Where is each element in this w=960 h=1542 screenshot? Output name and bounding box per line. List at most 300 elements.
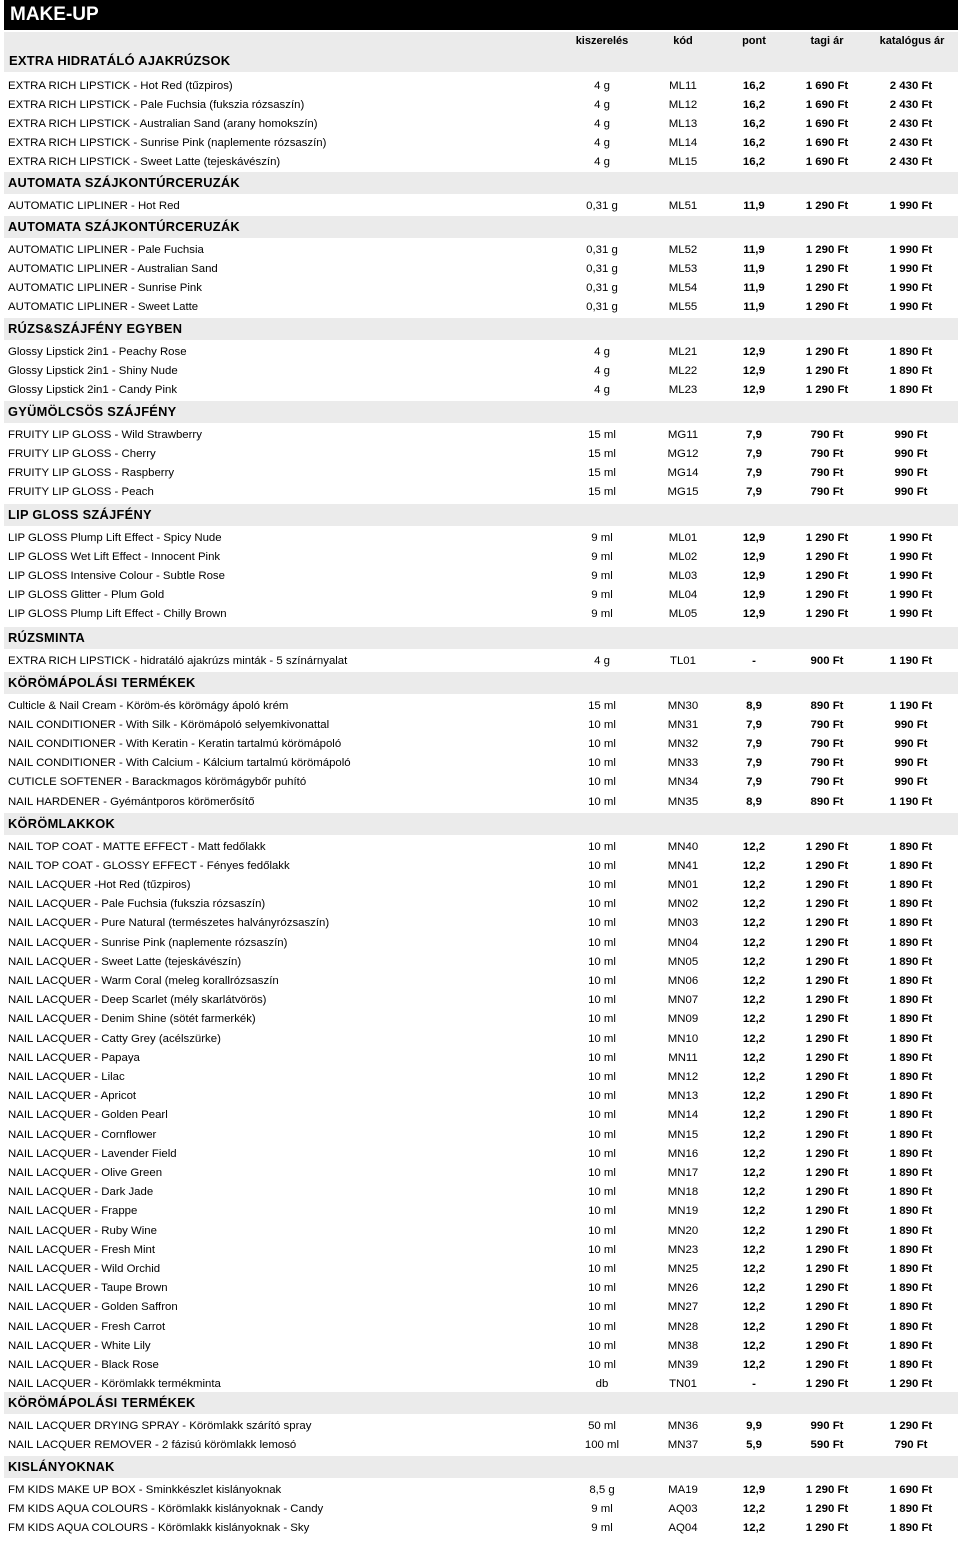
- cell-member-price: 1 290 Ft: [805, 1339, 849, 1352]
- cell-points: 12,2: [742, 1339, 766, 1352]
- cell-catalog-price: 1 890 Ft: [889, 1205, 933, 1218]
- cell-size: 10 ml: [588, 1358, 616, 1371]
- cell-product-name: NAIL LACQUER DRYING SPRAY - Körömlakk szárító spray: [8, 1419, 312, 1432]
- cell-catalog-price: 1 290 Ft: [889, 1378, 933, 1391]
- cell-member-price: 1 290 Ft: [805, 608, 849, 621]
- cell-product-name: EXTRA RICH LIPSTICK - Sweet Latte (tejeskávészín): [8, 156, 281, 169]
- cell-points: 11,9: [743, 199, 765, 212]
- cell-catalog-price: 990 Ft: [894, 718, 928, 731]
- cell-points: 12,2: [742, 917, 766, 930]
- cell-member-price: 1 290 Ft: [805, 1483, 849, 1496]
- cell-size: 15 ml: [588, 428, 616, 441]
- cell-points: 12,2: [742, 1166, 766, 1179]
- cell-points: 12,9: [742, 531, 766, 544]
- cell-code: MG15: [667, 486, 699, 499]
- cell-catalog-price: 1 890 Ft: [889, 974, 933, 987]
- cell-points: 12,2: [742, 1090, 766, 1103]
- cell-member-price: 1 290 Ft: [805, 1262, 849, 1275]
- table-row: [4, 1164, 958, 1183]
- cell-product-name: AUTOMATIC LIPLINER - Pale Fuchsia: [8, 243, 204, 256]
- cell-size: 9 ml: [591, 608, 613, 621]
- cell-size: 100 ml: [584, 1438, 620, 1451]
- cell-product-name: FRUITY LIP GLOSS - Raspberry: [8, 466, 175, 479]
- cell-product-name: Glossy Lipstick 2in1 - Shiny Nude: [8, 364, 178, 377]
- cell-code: ML11: [669, 79, 697, 92]
- cell-code: MN38: [667, 1339, 699, 1352]
- section-header: [4, 401, 958, 423]
- cell-points: 12,2: [742, 994, 766, 1007]
- table-row: [4, 716, 958, 735]
- column-header-code: kód: [673, 35, 693, 47]
- section-header: [4, 1392, 958, 1414]
- cell-member-price: 1 290 Ft: [805, 1051, 849, 1064]
- cell-points: 12,2: [742, 1205, 766, 1218]
- cell-size: 4 g: [594, 383, 610, 396]
- table-row: [4, 972, 958, 991]
- cell-code: MN31: [667, 718, 699, 731]
- cell-size: 15 ml: [588, 486, 616, 499]
- cell-member-price: 1 290 Ft: [805, 1166, 849, 1179]
- cell-catalog-price: 790 Ft: [894, 1438, 928, 1451]
- cell-code: MN16: [667, 1147, 699, 1160]
- table-row: [4, 241, 958, 260]
- table-row: [4, 1519, 958, 1538]
- cell-points: 12,2: [742, 1521, 766, 1534]
- cell-size: 15 ml: [588, 466, 616, 479]
- cell-size: 10 ml: [588, 1051, 616, 1064]
- cell-member-price: 1 290 Ft: [805, 1301, 849, 1314]
- table-row: [4, 483, 958, 502]
- cell-catalog-price: 1 990 Ft: [889, 608, 933, 621]
- cell-member-price: 1 290 Ft: [805, 859, 849, 872]
- cell-size: 4 g: [594, 98, 610, 111]
- cell-code: MN12: [667, 1070, 699, 1083]
- cell-size: 4 g: [594, 137, 610, 150]
- cell-product-name: NAIL LACQUER REMOVER - 2 fázisú körömlakk lemosó: [8, 1438, 297, 1451]
- cell-size: 0,31 g: [586, 262, 618, 275]
- cell-catalog-price: 2 430 Ft: [889, 156, 933, 169]
- cell-product-name: FRUITY LIP GLOSS - Cherry: [8, 447, 156, 460]
- cell-catalog-price: 1 190 Ft: [889, 795, 933, 808]
- cell-code: MN03: [667, 917, 699, 930]
- cell-code: MG14: [667, 466, 699, 479]
- cell-code: ML55: [668, 301, 698, 314]
- cell-size: 9 ml: [591, 550, 613, 563]
- cell-code: ML52: [668, 243, 698, 256]
- cell-member-price: 1 290 Ft: [805, 1128, 849, 1141]
- cell-catalog-price: 1 890 Ft: [889, 994, 933, 1007]
- cell-size: 10 ml: [588, 1147, 616, 1160]
- table-row: [4, 754, 958, 773]
- cell-code: MN20: [667, 1224, 699, 1237]
- cell-size: 9 ml: [591, 569, 613, 582]
- cell-code: MN15: [667, 1128, 699, 1141]
- cell-member-price: 1 290 Ft: [805, 1378, 849, 1391]
- cell-member-price: 790 Ft: [810, 737, 844, 750]
- cell-member-price: 890 Ft: [810, 699, 844, 712]
- cell-member-price: 1 290 Ft: [805, 955, 849, 968]
- cell-catalog-price: 1 990 Ft: [889, 589, 933, 602]
- section-header: [4, 504, 958, 526]
- table-row: [4, 153, 958, 172]
- cell-code: MN07: [667, 994, 699, 1007]
- cell-code: ML51: [668, 199, 698, 212]
- table-row: [4, 464, 958, 483]
- table-row: [4, 1436, 958, 1455]
- cell-code: MN05: [667, 955, 699, 968]
- cell-points: 12,9: [742, 589, 766, 602]
- cell-size: 9 ml: [591, 531, 613, 544]
- cell-size: 10 ml: [588, 955, 616, 968]
- cell-catalog-price: 1 890 Ft: [889, 1262, 933, 1275]
- cell-code: ML02: [668, 550, 698, 563]
- cell-points: 16,2: [742, 98, 766, 111]
- table-row: [4, 1145, 958, 1164]
- cell-points: 12,2: [742, 1301, 766, 1314]
- table-row: [4, 529, 958, 548]
- cell-code: MN02: [667, 898, 699, 911]
- cell-catalog-price: 1 990 Ft: [889, 569, 933, 582]
- section-header: [4, 216, 958, 238]
- table-row: [4, 298, 958, 317]
- table-row: [4, 567, 958, 586]
- cell-catalog-price: 1 890 Ft: [889, 840, 933, 853]
- cell-member-price: 1 290 Ft: [805, 878, 849, 891]
- cell-points: 12,2: [742, 1282, 766, 1295]
- cell-catalog-price: 990 Ft: [894, 737, 928, 750]
- cell-product-name: Glossy Lipstick 2in1 - Peachy Rose: [8, 345, 187, 358]
- cell-catalog-price: 1 890 Ft: [889, 1166, 933, 1179]
- cell-catalog-price: 2 430 Ft: [889, 98, 933, 111]
- cell-size: 10 ml: [588, 1205, 616, 1218]
- cell-product-name: EXTRA RICH LIPSTICK - Sunrise Pink (naplemente rózsaszín): [8, 137, 327, 150]
- cell-product-name: FM KIDS AQUA COLOURS - Körömlakk kislányoknak - Candy: [8, 1502, 324, 1515]
- cell-size: db: [595, 1378, 609, 1391]
- table-row: [4, 343, 958, 362]
- cell-member-price: 1 290 Ft: [805, 1320, 849, 1333]
- cell-product-name: NAIL LACQUER - Deep Scarlet (mély skarlátvörös): [8, 994, 267, 1007]
- cell-member-price: 1 690 Ft: [805, 117, 849, 130]
- cell-catalog-price: 1 890 Ft: [889, 878, 933, 891]
- table-row: [4, 96, 958, 115]
- cell-catalog-price: 1 990 Ft: [889, 301, 933, 314]
- cell-product-name: AUTOMATIC LIPLINER - Sweet Latte: [8, 301, 199, 314]
- cell-product-name: NAIL CONDITIONER - With Calcium - Kálcium tartalmú körömápoló: [8, 757, 351, 770]
- cell-member-price: 1 290 Ft: [805, 1358, 849, 1371]
- cell-code: MG12: [667, 447, 699, 460]
- cell-member-price: 1 290 Ft: [805, 1502, 849, 1515]
- cell-size: 10 ml: [588, 1186, 616, 1199]
- cell-product-name: LIP GLOSS Wet Lift Effect - Innocent Pink: [8, 550, 221, 563]
- table-row: [4, 279, 958, 298]
- cell-size: 9 ml: [591, 1502, 613, 1515]
- cell-points: 12,9: [742, 345, 766, 358]
- cell-product-name: LIP GLOSS Plump Lift Effect - Chilly Brown: [8, 608, 227, 621]
- cell-product-name: LIP GLOSS Intensive Colour - Subtle Rose: [8, 569, 225, 582]
- cell-size: 10 ml: [588, 1013, 616, 1026]
- cell-product-name: Culticle & Nail Cream - Köröm-és körömágy ápoló krém: [8, 699, 289, 712]
- table-row: [4, 914, 958, 933]
- cell-product-name: NAIL LACQUER - Pure Natural (természetes halványrózsaszín): [8, 917, 330, 930]
- cell-catalog-price: 1 990 Ft: [889, 199, 933, 212]
- cell-size: 0,31 g: [586, 199, 618, 212]
- cell-member-price: 1 290 Ft: [805, 243, 849, 256]
- cell-member-price: 1 290 Ft: [805, 898, 849, 911]
- cell-size: 10 ml: [588, 1070, 616, 1083]
- cell-product-name: NAIL LACQUER - Wild Orchid: [8, 1262, 161, 1275]
- cell-product-name: NAIL TOP COAT - GLOSSY EFFECT - Fényes fedőlakk: [8, 859, 290, 872]
- cell-points: 12,2: [742, 1358, 766, 1371]
- cell-member-price: 790 Ft: [810, 447, 844, 460]
- cell-member-price: 790 Ft: [810, 486, 844, 499]
- table-row: [4, 1417, 958, 1436]
- cell-member-price: 1 290 Ft: [805, 262, 849, 275]
- cell-product-name: NAIL TOP COAT - MATTE EFFECT - Matt fedőlakk: [8, 840, 266, 853]
- cell-code: MA19: [668, 1483, 698, 1496]
- cell-catalog-price: 1 890 Ft: [889, 1051, 933, 1064]
- section-title: RÚZS&SZÁJFÉNY EGYBEN: [8, 321, 183, 336]
- cell-product-name: NAIL LACQUER - Black Rose: [8, 1358, 159, 1371]
- table-row: [4, 773, 958, 792]
- cell-code: MN32: [667, 737, 699, 750]
- section-title: KÖRÖMLAKKOK: [8, 816, 116, 831]
- cell-product-name: NAIL LACQUER - Sweet Latte (tejeskávészín): [8, 955, 242, 968]
- cell-code: MN26: [667, 1282, 699, 1295]
- cell-product-name: NAIL CONDITIONER - With Silk - Körömápoló selyemkivonattal: [8, 718, 330, 731]
- table-row: [4, 1500, 958, 1519]
- cell-code: MN34: [667, 776, 699, 789]
- cell-code: MN40: [667, 840, 699, 853]
- cell-member-price: 990 Ft: [810, 1419, 844, 1432]
- cell-code: ML01: [668, 531, 698, 544]
- cell-size: 10 ml: [588, 1243, 616, 1256]
- cell-code: AQ04: [668, 1521, 698, 1534]
- cell-catalog-price: 1 890 Ft: [889, 364, 933, 377]
- cell-product-name: NAIL LACQUER - Lilac: [8, 1070, 125, 1083]
- cell-code: MN41: [667, 859, 699, 872]
- cell-code: ML03: [668, 569, 698, 582]
- cell-size: 10 ml: [588, 859, 616, 872]
- cell-product-name: NAIL LACQUER - Catty Grey (acélszürke): [8, 1032, 221, 1045]
- cell-code: MN37: [667, 1438, 699, 1451]
- section-title: KÖRÖMÁPOLÁSI TERMÉKEK: [8, 675, 196, 690]
- cell-points: 7,9: [746, 466, 762, 479]
- cell-catalog-price: 1 890 Ft: [889, 1301, 933, 1314]
- table-row: [4, 605, 958, 624]
- cell-code: ML54: [668, 281, 698, 294]
- cell-code: MN11: [668, 1051, 698, 1064]
- table-row: [4, 697, 958, 716]
- cell-product-name: NAIL LACQUER - Lavender Field: [8, 1147, 177, 1160]
- cell-size: 9 ml: [591, 1521, 613, 1534]
- cell-points: 11,9: [743, 243, 765, 256]
- cell-points: 8,9: [746, 795, 762, 808]
- cell-catalog-price: 1 890 Ft: [889, 1147, 933, 1160]
- cell-product-name: EXTRA RICH LIPSTICK - hidratáló ajakrúzs minták - 5 színárnyalat: [8, 654, 348, 667]
- table-row: [4, 793, 958, 812]
- table-row: [4, 1183, 958, 1202]
- cell-code: MN27: [667, 1301, 699, 1314]
- table-row: [4, 934, 958, 953]
- cell-points: 7,9: [746, 486, 762, 499]
- cell-points: 12,9: [742, 550, 766, 563]
- cell-code: ML22: [668, 364, 698, 377]
- cell-points: -: [752, 1378, 756, 1391]
- cell-catalog-price: 1 190 Ft: [889, 654, 933, 667]
- table-row: [4, 857, 958, 876]
- cell-catalog-price: 1 890 Ft: [889, 898, 933, 911]
- table-row: [4, 895, 958, 914]
- cell-code: MN25: [667, 1262, 699, 1275]
- cell-points: 12,2: [742, 974, 766, 987]
- cell-catalog-price: 1 690 Ft: [889, 1483, 933, 1496]
- cell-catalog-price: 1 990 Ft: [889, 531, 933, 544]
- cell-code: AQ03: [668, 1502, 698, 1515]
- cell-points: 7,9: [746, 428, 762, 441]
- cell-points: 8,9: [746, 699, 762, 712]
- cell-size: 10 ml: [588, 776, 616, 789]
- cell-code: MN10: [667, 1032, 699, 1045]
- cell-member-price: 1 290 Ft: [805, 281, 849, 294]
- cell-member-price: 1 290 Ft: [805, 994, 849, 1007]
- table-row: [4, 1222, 958, 1241]
- cell-code: MN09: [667, 1013, 699, 1026]
- cell-product-name: NAIL LACQUER - Cornflower: [8, 1128, 157, 1141]
- column-header-size: kiszerelés: [575, 35, 629, 47]
- cell-catalog-price: 1 890 Ft: [889, 383, 933, 396]
- cell-points: 11,9: [743, 301, 765, 314]
- cell-points: 11,9: [743, 262, 765, 275]
- cell-catalog-price: 1 190 Ft: [889, 699, 933, 712]
- column-header-bar: [4, 32, 958, 72]
- cell-size: 10 ml: [588, 718, 616, 731]
- cell-member-price: 1 290 Ft: [805, 1070, 849, 1083]
- cell-code: ML05: [668, 608, 698, 621]
- cell-size: 4 g: [594, 79, 610, 92]
- cell-size: 10 ml: [588, 737, 616, 750]
- cell-product-name: NAIL LACQUER - Körömlakk termékminta: [8, 1378, 221, 1391]
- table-row: [4, 953, 958, 972]
- cell-product-name: AUTOMATIC LIPLINER - Sunrise Pink: [8, 281, 202, 294]
- table-row: [4, 1318, 958, 1337]
- cell-member-price: 1 290 Ft: [805, 364, 849, 377]
- cell-size: 15 ml: [588, 699, 616, 712]
- section-header: [4, 627, 958, 649]
- cell-catalog-price: 1 890 Ft: [889, 1128, 933, 1141]
- cell-catalog-price: 2 430 Ft: [889, 117, 933, 130]
- section-header: [4, 172, 958, 194]
- table-row: [4, 1087, 958, 1106]
- section-title: LIP GLOSS SZÁJFÉNY: [8, 507, 152, 522]
- cell-product-name: NAIL LACQUER - Apricot: [8, 1090, 137, 1103]
- cell-points: 16,2: [742, 137, 766, 150]
- table-row: [4, 1279, 958, 1298]
- cell-points: 12,9: [742, 608, 766, 621]
- cell-product-name: NAIL LACQUER - Frappe: [8, 1205, 138, 1218]
- cell-code: MN06: [667, 974, 699, 987]
- cell-size: 4 g: [594, 345, 610, 358]
- cell-points: 12,2: [742, 878, 766, 891]
- cell-points: 12,2: [742, 1502, 766, 1515]
- table-row: [4, 1106, 958, 1125]
- cell-size: 10 ml: [588, 917, 616, 930]
- table-row: [4, 735, 958, 754]
- cell-points: -: [752, 654, 756, 667]
- cell-points: 12,2: [742, 1147, 766, 1160]
- cell-member-price: 1 690 Ft: [805, 156, 849, 169]
- cell-catalog-price: 990 Ft: [894, 486, 928, 499]
- cell-points: 9,9: [746, 1419, 762, 1432]
- table-row: [4, 1337, 958, 1356]
- cell-product-name: NAIL LACQUER - Golden Saffron: [8, 1301, 178, 1314]
- cell-code: MN01: [667, 878, 699, 891]
- section-header: [4, 1456, 958, 1478]
- cell-points: 12,2: [742, 1070, 766, 1083]
- table-row: [4, 1126, 958, 1145]
- cell-points: 12,9: [742, 1483, 766, 1496]
- cell-catalog-price: 1 890 Ft: [889, 1032, 933, 1045]
- table-row: [4, 381, 958, 400]
- cell-size: 10 ml: [588, 1262, 616, 1275]
- table-row: [4, 1068, 958, 1087]
- cell-catalog-price: 1 890 Ft: [889, 917, 933, 930]
- table-row: [4, 134, 958, 153]
- cell-code: TN01: [669, 1378, 697, 1391]
- cell-size: 10 ml: [588, 840, 616, 853]
- cell-member-price: 1 290 Ft: [805, 1282, 849, 1295]
- cell-size: 10 ml: [588, 1301, 616, 1314]
- cell-member-price: 1 290 Ft: [805, 1109, 849, 1122]
- cell-member-price: 1 290 Ft: [805, 1224, 849, 1237]
- section-title: EXTRA HIDRATÁLÓ AJAKRÚZSOK: [9, 53, 231, 68]
- section-header: [4, 813, 958, 835]
- cell-code: ML14: [668, 137, 698, 150]
- cell-product-name: NAIL LACQUER - Papaya: [8, 1051, 140, 1064]
- cell-member-price: 1 290 Ft: [805, 1147, 849, 1160]
- cell-code: MN30: [667, 699, 699, 712]
- cell-points: 12,2: [742, 1109, 766, 1122]
- section-title: KISLÁNYOKNAK: [8, 1459, 115, 1474]
- table-row: [4, 77, 958, 96]
- table-row: [4, 260, 958, 279]
- cell-member-price: 1 290 Ft: [805, 974, 849, 987]
- cell-member-price: 1 290 Ft: [805, 1032, 849, 1045]
- table-row: [4, 1241, 958, 1260]
- table-row: [4, 1030, 958, 1049]
- table-row: [4, 1049, 958, 1068]
- cell-size: 10 ml: [588, 1109, 616, 1122]
- cell-points: 12,2: [742, 1013, 766, 1026]
- cell-size: 8,5 g: [589, 1483, 615, 1496]
- column-header-points: pont: [742, 35, 766, 47]
- cell-product-name: AUTOMATIC LIPLINER - Hot Red: [8, 199, 180, 212]
- section-title: RÚZSMINTA: [8, 630, 86, 645]
- cell-catalog-price: 990 Ft: [894, 466, 928, 479]
- cell-product-name: AUTOMATIC LIPLINER - Australian Sand: [8, 262, 218, 275]
- table-row: [4, 586, 958, 605]
- cell-points: 12,9: [742, 569, 766, 582]
- cell-member-price: 1 290 Ft: [805, 936, 849, 949]
- cell-points: 16,2: [742, 117, 766, 130]
- cell-code: ML21: [668, 345, 698, 358]
- cell-member-price: 790 Ft: [810, 718, 844, 731]
- cell-catalog-price: 1 890 Ft: [889, 1502, 933, 1515]
- cell-product-name: LIP GLOSS Plump Lift Effect - Spicy Nude: [8, 531, 222, 544]
- cell-catalog-price: 2 430 Ft: [889, 79, 933, 92]
- cell-product-name: NAIL LACQUER - Denim Shine (sötét farmerkék): [8, 1013, 256, 1026]
- cell-size: 10 ml: [588, 974, 616, 987]
- cell-member-price: 1 290 Ft: [805, 1090, 849, 1103]
